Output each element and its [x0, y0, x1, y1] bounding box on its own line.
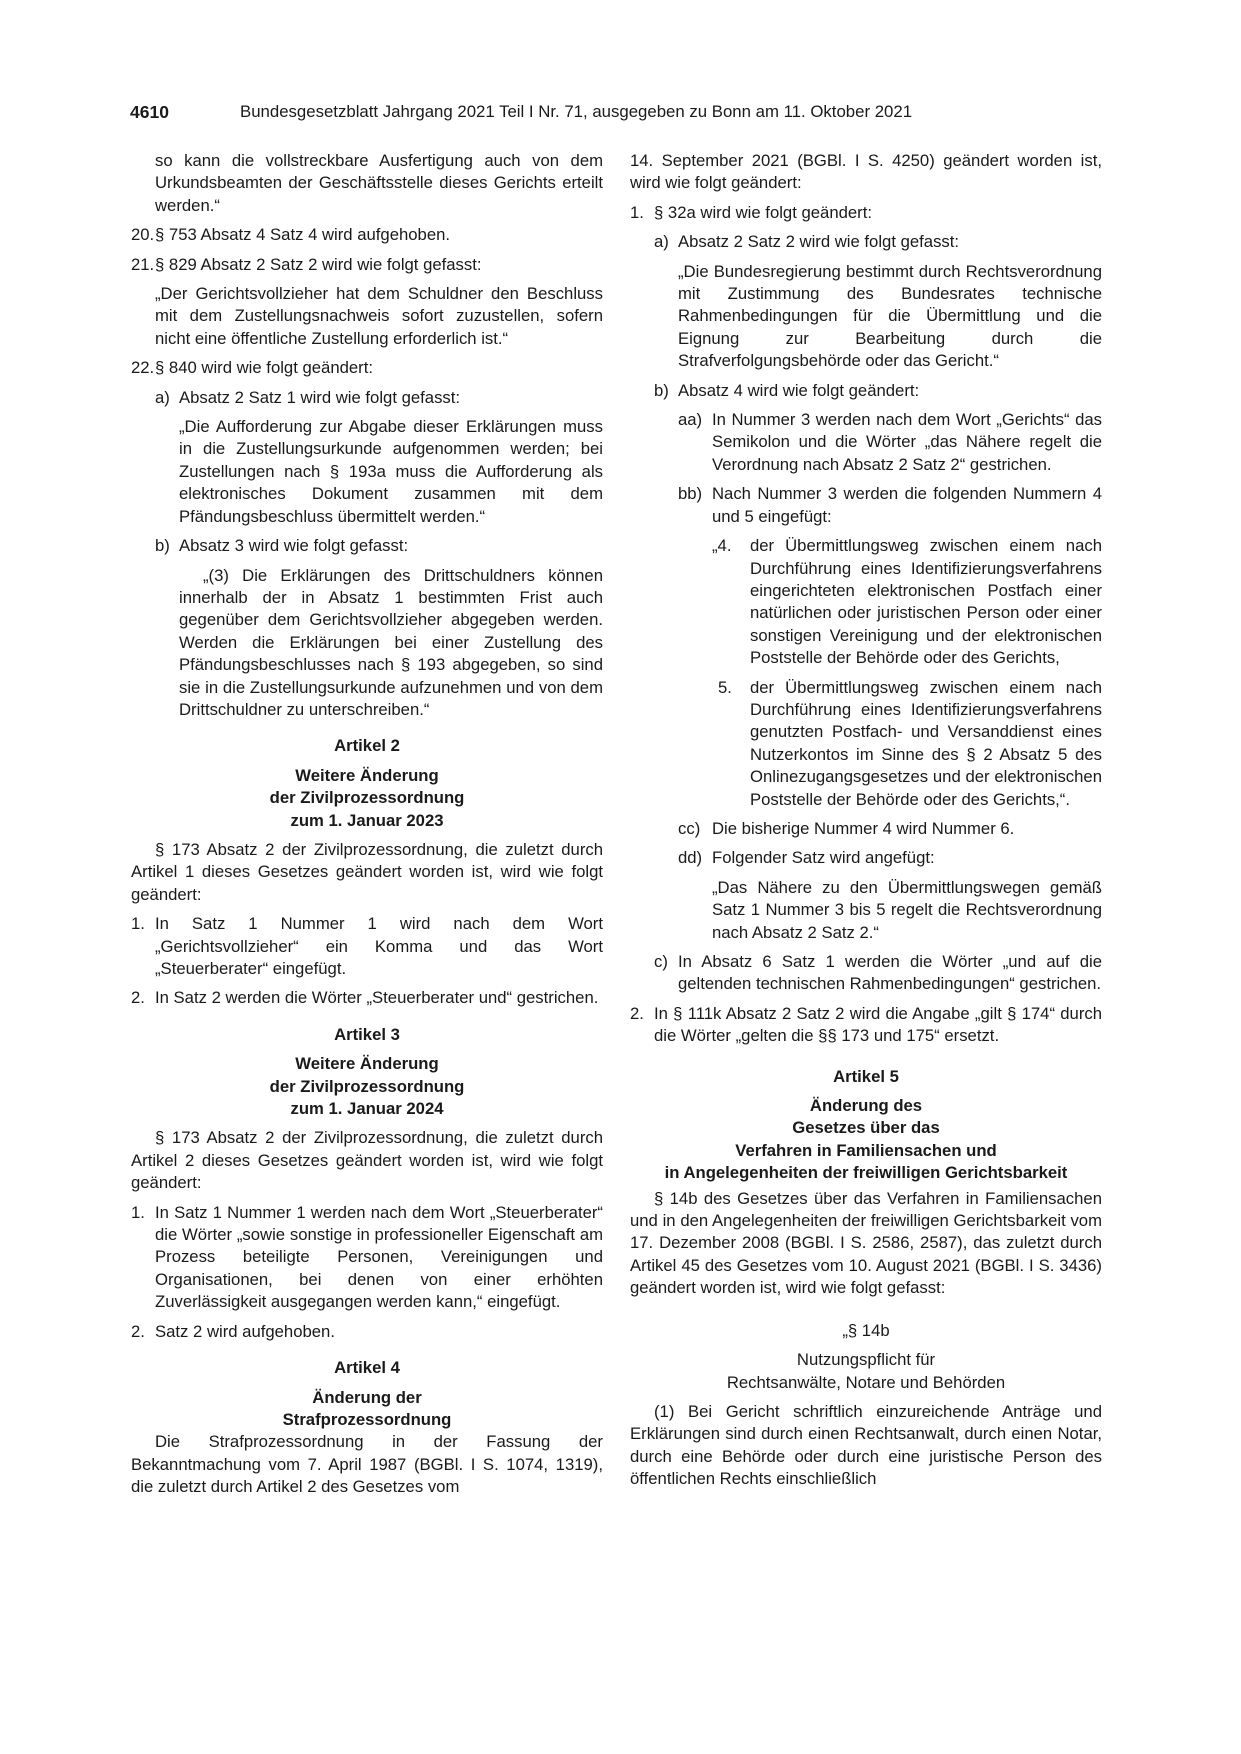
- quoted-text: „Die Bundesregierung bestimmt durch Rechtsverordnung mit Zustimmung des Bundesrates technische Rahmenbedingungen für die Übermittlung und die Eignung zur Bearbeitung durch die Strafverfolgungsbehörde oder das Gericht.“: [678, 261, 1102, 371]
- quoted-text: „Das Nähere zu den Übermittlungswegen gemäß Satz 1 Nummer 3 bis 5 regelt die Rechtsverordnung nach Absatz 2 Satz 2.“: [712, 877, 1102, 942]
- gazette-title: Bundesgesetzblatt Jahrgang 2021 Teil I Nr. 71, ausgegeben zu Bonn am 11. Oktober 2021: [240, 102, 913, 121]
- article-label: Artikel 3: [334, 1024, 400, 1044]
- item-text: In Satz 1 Nummer 1 wird nach dem Wort „Gerichtsvollzieher“ ein Komma und das Wort „Steuerberater“ eingefügt.: [155, 914, 603, 978]
- item-number: b): [654, 380, 669, 400]
- article-heading: [131, 765, 603, 832]
- heading-line: Weitere Änderung: [295, 765, 439, 785]
- paragraph: § 14b des Gesetzes über das Verfahren in Familiensachen und in den Angelegenheiten der freiwilligen Gerichtsbarkeit vom 17. Dezember 2008 (BGBl. I S. 2586, 2587), das zuletzt durch Artikel 45 des Gesetzes vom 10. August 2021 (BGBl. I S. 3436) geändert worden ist, wird wie folgt gefasst:: [630, 1188, 1102, 1298]
- quoted-text: „Die Aufforderung zur Abgabe dieser Erklärungen muss in die Zustellungsurkunde aufgenommen werden; bei Zustellungen nach § 193a muss die Aufforderung als elektronisches Dokument zusammen mit dem Pfändungsbeschluss übermittelt werden.“: [179, 417, 603, 526]
- section-label: „§ 14b: [842, 1320, 890, 1340]
- heading-line: Änderung des: [809, 1096, 923, 1116]
- item-number: bb): [678, 484, 703, 504]
- heading-line: zum 1. Januar 2024: [290, 1099, 444, 1119]
- item-number: b): [155, 536, 170, 556]
- item-number: 2.: [131, 1321, 145, 1341]
- page-number: 4610: [130, 102, 169, 122]
- list-item: [630, 847, 1102, 869]
- heading-line: Strafprozessordnung: [282, 1409, 452, 1429]
- list-item: [630, 231, 1102, 253]
- article-heading: [630, 1095, 1102, 1185]
- item-text: In Nummer 3 werden nach dem Wort „Gerichts“ das Semikolon und die Wörter „das Nähere regelt die Verordnung nach Absatz 2 Satz 2“ gestrichen.: [712, 410, 1102, 474]
- item-text: In § 111k Absatz 2 Satz 2 wird die Angabe „gilt § 174“ durch die Wörter „gelten die §§ 173 und 175“ ersetzt.: [654, 1003, 1102, 1046]
- article-label: Artikel 4: [334, 1358, 400, 1378]
- list-item: [630, 1003, 1102, 1048]
- item-number: 22.: [131, 358, 155, 378]
- item-text: Absatz 4 wird wie folgt geändert:: [678, 380, 920, 400]
- item-text: In Absatz 6 Satz 1 werden die Wörter „und auf die geltenden technischen Rahmenbedingungen“ gestrichen.: [678, 952, 1102, 994]
- right-column: [630, 150, 1102, 1491]
- list-item: [131, 913, 603, 980]
- article-label: Artikel 2: [334, 736, 400, 756]
- item-number: 2.: [131, 988, 145, 1008]
- item-number: dd): [678, 848, 703, 868]
- item-number: 2.: [630, 1003, 644, 1023]
- item-number: 1.: [131, 1202, 145, 1222]
- article-heading: [131, 1053, 603, 1120]
- item-text: der Übermittlungsweg zwischen einem nach Durchführung eines Identifizierungsverfahrens genutzten Postfach- und Versanddienst eines Nutzerkontos im Sinne des § 2 Absatz 5 des Onlinezugangsgesetzes und der elektronischen Poststelle der Behörde oder des Gerichts,“.: [750, 677, 1102, 809]
- heading-line: zum 1. Januar 2023: [290, 810, 444, 830]
- item-number: „4.: [712, 536, 732, 556]
- heading-line: in Angelegenheiten der freiwilligen Gerichtsbarkeit: [664, 1163, 1068, 1183]
- quoted-text: „Der Gerichtsvollzieher hat dem Schuldner den Beschluss mit dem Zustellungsnachweis sofort zuzustellen, sofern nicht eine öffentliche Zustellung erforderlich ist.“: [155, 284, 603, 348]
- item-text: § 829 Absatz 2 Satz 2 wird wie folgt gefasst:: [155, 254, 482, 274]
- item-text: Absatz 2 Satz 2 wird wie folgt gefasst:: [678, 232, 960, 252]
- list-item: [131, 1321, 603, 1343]
- heading-line: Gesetzes über das: [792, 1118, 940, 1138]
- list-item: [630, 409, 1102, 476]
- heading-line: der Zivilprozessordnung: [269, 788, 465, 808]
- left-column: [131, 150, 603, 1499]
- item-text: Die bisherige Nummer 4 wird Nummer 6.: [712, 818, 1015, 838]
- item-text: § 840 wird wie folgt geändert:: [155, 358, 373, 378]
- list-item: [131, 357, 603, 379]
- item-text: Absatz 3 wird wie folgt gefasst:: [179, 536, 409, 556]
- list-item: [131, 1202, 603, 1314]
- item-number: 21.: [131, 254, 155, 274]
- paragraph: (1) Bei Gericht schriftlich einzureichende Anträge und Erklärungen sind durch einen Rechtsanwalt, durch einen Notar, durch eine Behörde oder durch eine juristische Person des öffentlichen Rechts einschließlich: [630, 1401, 1102, 1489]
- item-number: c): [654, 952, 668, 971]
- list-item: [131, 224, 603, 246]
- item-number: 5.: [718, 677, 732, 697]
- quoted-text: „(3) Die Erklärungen des Drittschuldners können innerhalb der in Absatz 1 bestimmten Frist auch gegenüber dem Gerichtsvollzieher abgegeben werden. Werden die Erklärungen bei einer Zustellung des Pfändungsbeschlusses nach § 193 abgegeben, so sind sie in die Zustellungsurkunde aufzunehmen und von dem Drittschuldner zu unterschreiben.“: [179, 565, 603, 719]
- list-item: [630, 951, 1102, 996]
- heading-line: Verfahren in Familiensachen und: [735, 1140, 997, 1160]
- list-item: [131, 387, 603, 409]
- paragraph: Die Strafprozessordnung in der Fassung der Bekanntmachung vom 7. April 1987 (BGBl. I S. 1074, 1319), die zuletzt durch Artikel 2 des Gesetzes vom: [131, 1432, 603, 1497]
- list-item: [630, 483, 1102, 528]
- list-item: [131, 254, 603, 276]
- item-number: a): [654, 232, 669, 252]
- item-number: a): [155, 387, 170, 407]
- item-text: Nach Nummer 3 werden die folgenden Nummern 4 und 5 eingefügt:: [712, 484, 1102, 526]
- list-item: [630, 818, 1102, 840]
- item-text: der Übermittlungsweg zwischen einem nach Durchführung eines Identifizierungsverfahrens eingerichteten elektronischen Postfach einer natürlichen oder juristischen Person oder einer sonstigen Vereinigung und der elektronischen Poststelle der Behörde oder des Gerichts,: [750, 536, 1102, 668]
- item-number: aa): [678, 410, 703, 430]
- heading-line: Weitere Änderung: [295, 1054, 439, 1074]
- item-text: In Satz 2 werden die Wörter „Steuerberater und“ gestrichen.: [155, 988, 599, 1008]
- list-item: [131, 535, 603, 557]
- heading-line: der Zivilprozessordnung: [269, 1076, 465, 1096]
- item-number: 20.: [131, 225, 155, 245]
- item-text: Satz 2 wird aufgehoben.: [155, 1321, 335, 1341]
- item-text: Folgender Satz wird angefügt:: [712, 848, 935, 868]
- paragraph: so kann die vollstreckbare Ausfertigung auch von dem Urkundsbeamten der Geschäftsstelle dieses Gerichts erteilt werden.“: [155, 151, 603, 215]
- paragraph: § 173 Absatz 2 der Zivilprozessordnung, die zuletzt durch Artikel 2 dieses Gesetzes geändert worden ist, wird wie folgt geändert:: [131, 1128, 603, 1193]
- paragraph: § 173 Absatz 2 der Zivilprozessordnung, die zuletzt durch Artikel 1 dieses Gesetzes geändert worden ist, wird wie folgt geändert:: [131, 839, 603, 904]
- item-text: In Satz 1 Nummer 1 werden nach dem Wort „Steuerberater“ die Wörter „sowie sonstige in professioneller Eigenschaft am Prozess beteiligte Personen, Vereinigungen und Organisationen, bei denen von einer erhöhten Zuverlässigkeit ausgegangen werden kann,“ eingefügt.: [155, 1202, 603, 1312]
- item-text: Absatz 2 Satz 1 wird wie folgt gefasst:: [179, 387, 461, 407]
- list-item: [630, 677, 1102, 811]
- heading-line: Rechtsanwälte, Notare und Behörden: [726, 1372, 1006, 1392]
- item-text: § 32a wird wie folgt geändert:: [654, 202, 872, 222]
- heading-line: Änderung der: [312, 1387, 422, 1407]
- list-item: [630, 202, 1102, 224]
- section-heading: [630, 1349, 1102, 1394]
- article-heading: [131, 1387, 603, 1432]
- list-item: [131, 987, 603, 1009]
- paragraph: 14. September 2021 (BGBl. I S. 4250) geändert worden ist, wird wie folgt geändert:: [630, 151, 1102, 193]
- item-text: § 753 Absatz 4 Satz 4 wird aufgehoben.: [155, 225, 451, 245]
- page-header: [130, 100, 1110, 124]
- article-label: Artikel 5: [833, 1066, 899, 1086]
- item-number: 1.: [630, 202, 644, 222]
- item-number: 1.: [131, 914, 145, 934]
- heading-line: Nutzungspflicht für: [796, 1350, 936, 1370]
- list-item: [630, 380, 1102, 402]
- item-number: cc): [678, 818, 701, 838]
- list-item: [630, 535, 1102, 669]
